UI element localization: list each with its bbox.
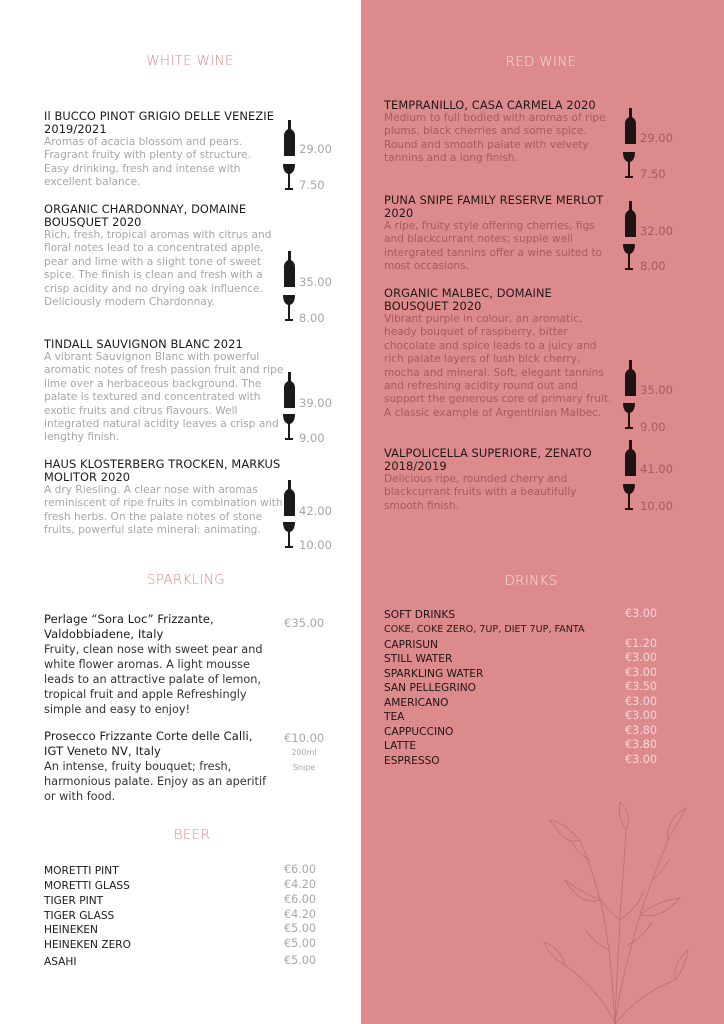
beer-price: €5.00 [284,922,317,935]
wine-description: Aromas of acacia blossom and pears. Fragrant fruity with plenty of structure. Easy drinking, fresh and intense with excellent balance. [44,136,252,189]
drink-name: SOFT DRINKS [384,609,456,621]
bottle-price: 35.00 [299,275,332,289]
glass-price: 10.00 [299,538,332,552]
glass-price: 8.00 [299,311,325,325]
drink-name: SPARKLING WATER [384,668,484,680]
glass-price: 7.50 [640,167,666,181]
wine-item [44,203,284,309]
beer-heading: BEER [173,827,211,843]
wine-item [44,110,276,190]
glass-price: 9.00 [640,420,666,434]
drink-price: €3.00 [625,651,658,664]
bottle-price: 29.00 [299,142,332,156]
beer-price: €4.20 [284,878,317,891]
wine-name: PUNA SNIPE FAMILY RESERVE MERLOT 2020 [384,193,604,220]
white-panel [0,0,361,1024]
floral-illustration [540,800,690,1024]
wine-bottle-icon [625,360,636,400]
wine-name: TINDALL SAUVIGNON BLANC 2021 [44,337,243,351]
beer-price: €6.00 [284,893,317,906]
wine-glass-icon [623,403,635,433]
sparkling-heading: SPARKLING [146,572,226,588]
drink-price: €3.00 [625,709,658,722]
bottle-price: 39.00 [299,396,332,410]
wine-bottle-icon [284,480,295,520]
beer-name: HEINEKEN [44,924,98,936]
wine-description: Rich, fresh, tropical aromas with citrus and floral notes lead to a concentrated apple, pear and lime with a slight tone of sweet spice. The finish is clean and fresh with a crisp acidity and no drying oak influence. Deliciously modern Chardonnay. [44,229,272,309]
wine-glass-icon [283,164,295,194]
beer-name: ASAHI [44,956,77,968]
sparkling-item [44,729,274,804]
beer-price: €4.20 [284,908,317,921]
beer-price: €5.00 [284,937,317,950]
wine-description: Vibrant purple in colour, an aromatic, heady bouquet of raspberry, bitter chocolate and spice leads to a juicy and rich palate layers of lush blck cherry, mocha and mineral. Soft, elegant tannins and refreshing acidity round out and support the generous core of primary fruit. A classic example of Argentinian Malbec. [384,313,612,419]
wine-glass-icon [283,522,295,552]
wine-name: TEMPRANILLO, CASA CARMELA 2020 [384,98,596,112]
glass-price: 7.50 [299,178,325,192]
sparkling-description: Fruity, clean nose with sweet pear and white flower aromas. A light mousse leads to an attractive palate of lemon, tropical fruit and apple Refreshingly simple and easy to enjoy! [44,643,263,716]
wine-name: ORGANIC MALBEC, DOMAINE BOUSQUET 2020 [384,286,552,313]
wine-description: A dry Riesling. A clear nose with aromas reminiscent of ripe fruits in combination with fresh herbs. On the palate notes of stone fruits, powerful slate mineral: animating. [44,484,283,537]
sparkling-size: 200ml [291,748,317,757]
soft-drinks-list: COKE, COKE ZERO, 7UP, DIET 7UP, FANTA [384,624,585,635]
wine-description: A ripe, fruity style offering cherries, figs and blackcurrant notes; supple well intergrated tannins offer a wine suited to most occasions. [384,220,603,273]
drink-price: €3.80 [625,724,658,737]
beer-price: €6.00 [284,863,317,876]
wine-item [44,458,284,538]
wine-name: VALPOLICELLA SUPERIORE, ZENATO 2018/2019 [384,446,592,473]
beer-name: MORETTI PINT [44,865,119,877]
drink-price: €1.20 [625,637,658,650]
wine-name: ORGANIC CHARDONNAY, DOMAINE BOUSQUET 2020 [44,202,247,229]
wine-description: A vibrant Sauvignon Blanc with powerful aromatic notes of fresh passion fruit and ripe lime over a herbaceous background. The palate is textured and concentrated with exotic fruits and citrus flavours. Well integrated natural acidity leaves a crisp and lengthy finish. [44,351,284,444]
wine-item [384,287,614,420]
drink-name: ESPRESSO [384,755,440,767]
sparkling-name: Prosecco Frizzante Corte delle Calli, IGT Veneto NV, Italy [44,729,253,758]
bottle-price: 41.00 [640,462,673,476]
bottle-price: 42.00 [299,504,332,518]
wine-glass-icon [623,152,635,182]
wine-description: Delicious ripe, rounded cherry and blackcurrant fruits with a beautifully smooth finish. [384,473,577,512]
drink-name: STILL WATER [384,653,453,665]
bottle-price: 29.00 [640,131,673,145]
wine-glass-icon [623,484,635,514]
wine-item [44,338,284,445]
drink-name: SAN PELLEGRINO [384,682,476,694]
drink-price: €3.50 [625,680,658,693]
sparkling-item [44,612,274,717]
sparkling-unit: Snipe [292,763,316,772]
wine-item [384,194,610,274]
wine-description: Medium to full bodied with aromas of ripe plums, black cherries and some spice. Round and smooth palate with velvety tannins and a long finish. [384,112,606,165]
drink-price: €3.80 [625,738,658,751]
beer-name: TIGER PINT [44,895,104,907]
drink-price: €3.00 [625,666,658,679]
bottle-price: 32.00 [640,224,673,238]
wine-bottle-icon [284,120,295,160]
wine-glass-icon [283,295,295,325]
drink-price: €3.00 [625,607,658,620]
drink-name: TEA [384,711,405,723]
wine-bottle-icon [625,440,636,480]
drink-price: €3.00 [625,753,658,766]
sparkling-description: An intense, fruity bouquet; fresh, harmonious palate. Enjoy as an aperitif or with food. [44,760,267,803]
wine-bottle-icon [625,201,636,241]
drink-name: CAPPUCCINO [384,726,454,738]
wine-bottle-icon [284,251,295,291]
wine-item [384,99,610,166]
drink-price: €3.00 [625,695,658,708]
beer-name: MORETTI GLASS [44,880,130,892]
white-wine-heading: WHITE WINE [146,53,234,69]
wine-item [384,447,610,513]
sparkling-price: €10.00 [284,731,325,745]
sparkling-name: Perlage “Sora Loc” Frizzante, Valdobbiadene, Italy [44,612,214,641]
beer-price: €5.00 [284,954,317,967]
glass-price: 8.00 [640,259,666,273]
sparkling-price: €35.00 [284,616,325,630]
wine-name: Il BUCCO PINOT GRIGIO DELLE VENEZIE 2019/2021 [44,109,274,136]
glass-price: 9.00 [299,431,325,445]
wine-glass-icon [283,414,295,444]
drink-name: CAPRISUN [384,639,438,651]
glass-price: 10.00 [640,499,673,513]
beer-name: TIGER GLASS [44,910,115,922]
drink-name: AMERICANO [384,697,449,709]
beer-name: HEINEKEN ZERO [44,939,131,951]
wine-bottle-icon [284,372,295,412]
bottle-price: 35.00 [640,383,673,397]
drinks-heading: DRINKS [504,573,558,589]
wine-glass-icon [623,244,635,274]
wine-name: HAUS KLOSTERBERG TROCKEN, MARKUS MOLITOR 2020 [44,457,281,484]
red-wine-heading: RED WINE [505,54,577,70]
drink-name: LATTE [384,740,417,752]
wine-bottle-icon [625,108,636,148]
